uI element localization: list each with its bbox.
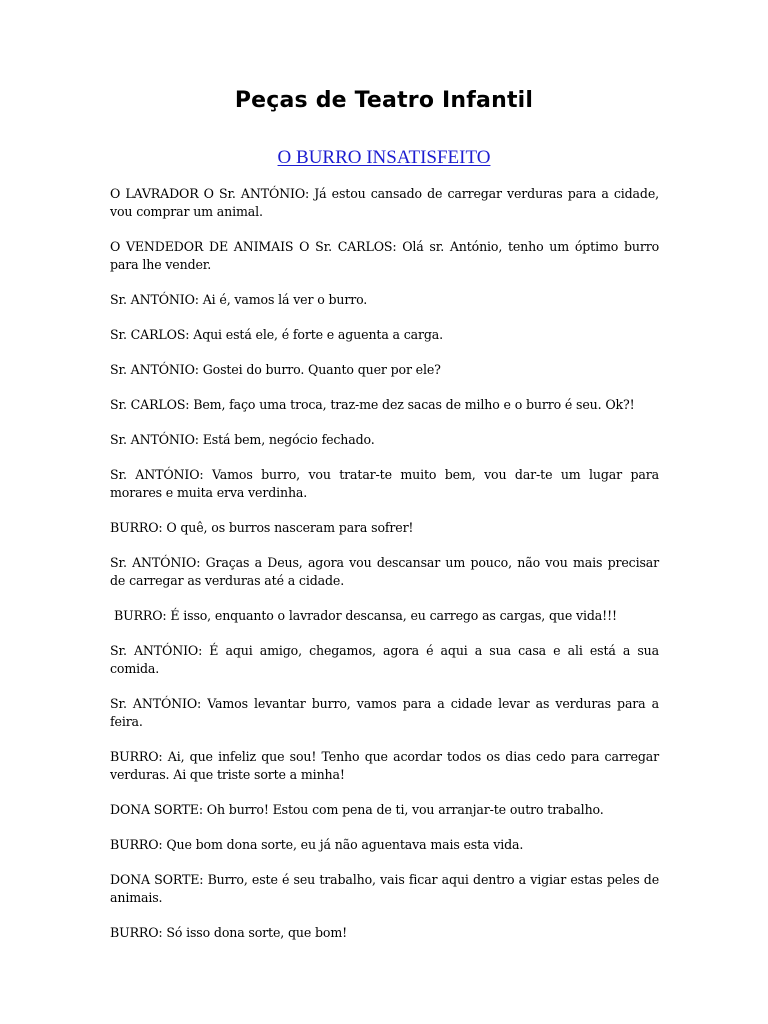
dialogue-paragraph: Sr. ANTÓNIO: Está bem, negócio fechado. <box>110 432 375 447</box>
dialogue-paragraph: BURRO: Ai, que infeliz que sou! Tenho que acordar todos os dias cedo para carregar verduras. Ai que triste sorte a minha! <box>110 749 659 782</box>
play-title <box>0 147 768 169</box>
dialogue-paragraph: BURRO: É isso, enquanto o lavrador descansa, eu carrego as cargas, que vida!!! <box>114 608 617 623</box>
dialogue-paragraph: Sr. ANTÓNIO: Vamos burro, vou tratar-te muito bem, vou dar-te um lugar para morares e muita erva verdinha. <box>110 467 659 500</box>
dialogue-paragraph: Sr. ANTÓNIO: Graças a Deus, agora vou descansar um pouco, não vou mais precisar de carregar as verduras até a cidade. <box>110 555 659 588</box>
play-title-link[interactable]: O BURRO INSATISFEITO <box>277 147 491 168</box>
dialogue-paragraph: BURRO: Só isso dona sorte, que bom! <box>110 925 348 940</box>
dialogue-paragraph: DONA SORTE: Oh burro! Estou com pena de ti, vou arranjar-te outro trabalho. <box>110 802 604 817</box>
dialogue-paragraph: Sr. ANTÓNIO: É aqui amigo, chegamos, agora é aqui a sua casa e ali está a sua comida. <box>110 643 659 676</box>
dialogue-paragraph: Sr. ANTÓNIO: Vamos levantar burro, vamos para a cidade levar as verduras para a feira. <box>110 696 659 729</box>
dialogue-paragraph: Sr. ANTÓNIO: Gostei do burro. Quanto quer por ele? <box>110 362 441 377</box>
dialogue-paragraph: O VENDEDOR DE ANIMAIS O Sr. CARLOS: Olá sr. António, tenho um óptimo burro para lhe vender. <box>110 239 659 272</box>
dialogue-paragraph: O LAVRADOR O Sr. ANTÓNIO: Já estou cansado de carregar verduras para a cidade, vou comprar um animal. <box>110 186 659 219</box>
document-title: Peças de Teatro Infantil <box>234 88 534 113</box>
dialogue-paragraph: Sr. CARLOS: Bem, faço uma troca, traz-me dez sacas de milho e o burro é seu. Ok?! <box>110 397 635 412</box>
dialogue-paragraph: DONA SORTE: Burro, este é seu trabalho, vais ficar aqui dentro a vigiar estas peles de animais. <box>110 872 659 905</box>
document-body <box>110 185 659 959</box>
dialogue-paragraph: BURRO: Que bom dona sorte, eu já não aguentava mais esta vida. <box>110 837 524 852</box>
dialogue-paragraph: Sr. ANTÓNIO: Ai é, vamos lá ver o burro. <box>110 292 368 307</box>
dialogue-paragraph: Sr. CARLOS: Aqui está ele, é forte e aguenta a carga. <box>110 327 443 342</box>
dialogue-paragraph: BURRO: O quê, os burros nasceram para sofrer! <box>110 520 414 535</box>
